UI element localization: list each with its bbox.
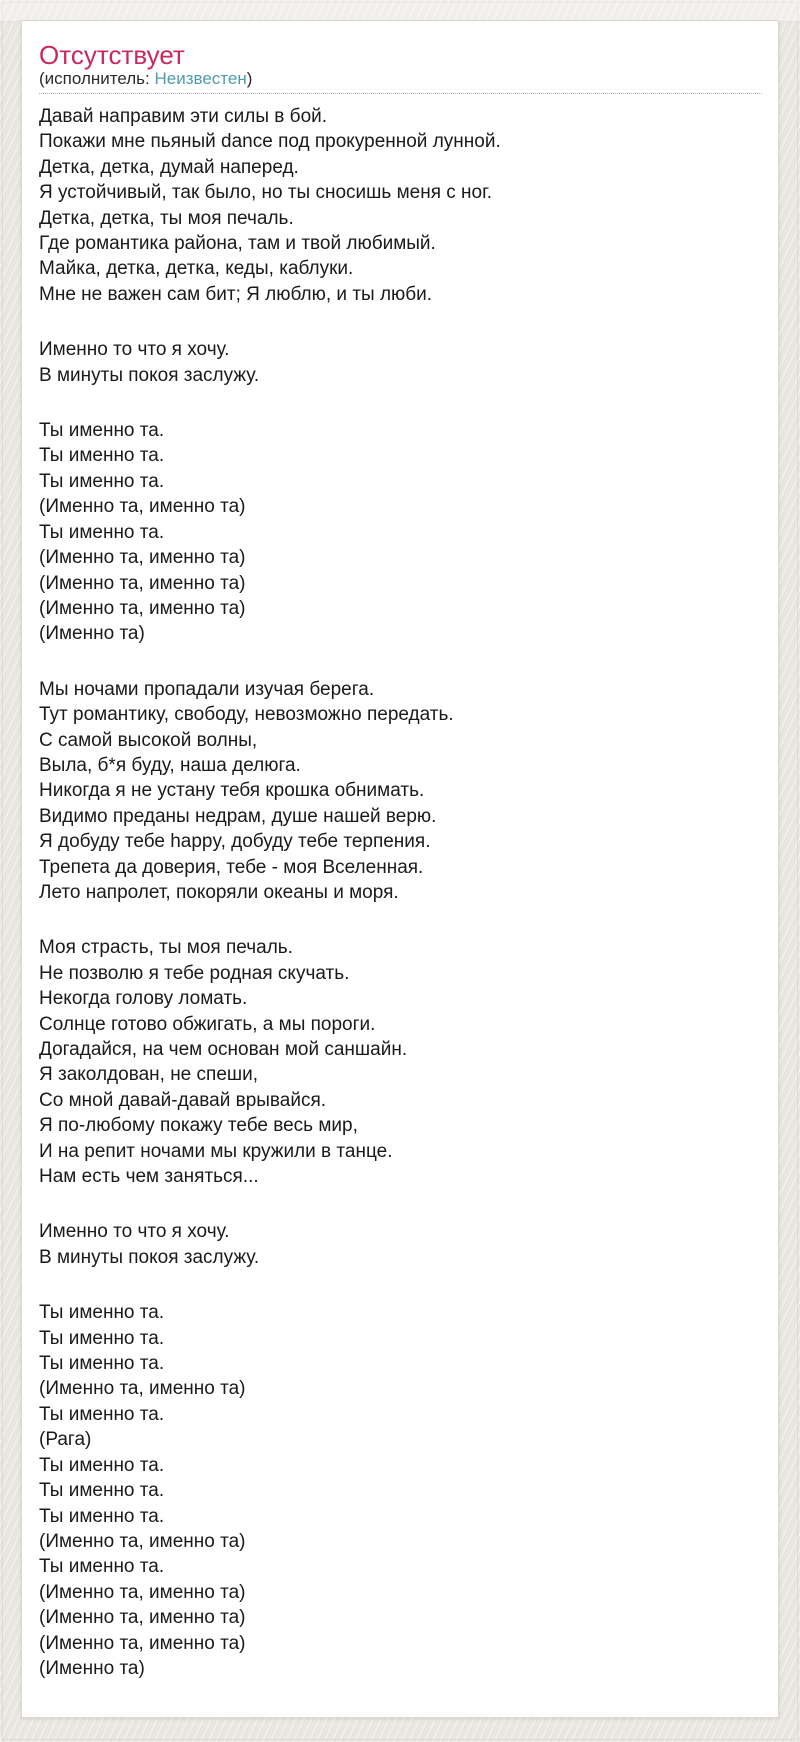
artist-label: (исполнитель: xyxy=(39,69,155,88)
lyric-line: Ты именно та. xyxy=(39,1556,165,1578)
lyric-line: Я добуду тебе happy, добуду тебе терпения. xyxy=(39,831,431,853)
lyric-line: Со мной давай-давай врывайся. xyxy=(39,1089,327,1111)
lyric-line: (Именно та, именно та) xyxy=(39,1581,246,1603)
artist-line xyxy=(39,69,762,88)
lyric-line: В минуты покоя заслужу. xyxy=(39,1246,260,1268)
lyric-line: Именно то что я хочу. xyxy=(39,1221,230,1243)
lyric-line: Майка, детка, детка, кеды, каблуки. xyxy=(39,258,354,280)
lyric-line: Я заколдован, не спеши, xyxy=(39,1064,259,1086)
stanza xyxy=(39,677,762,906)
lyric-line: Видимо преданы недрам, душе нашей верю. xyxy=(39,805,437,827)
lyric-line: Некогда голову ломать. xyxy=(39,988,248,1010)
lyric-line: С самой высокой волны, xyxy=(39,729,258,751)
lyric-line: Ты именно та. xyxy=(39,1505,165,1527)
lyric-line: Именно то что я хочу. xyxy=(39,339,230,361)
lyric-line: Где романтика района, там и твой любимый. xyxy=(39,233,436,255)
song-header xyxy=(39,41,762,94)
lyric-line: (Именно та, именно та) xyxy=(39,597,246,619)
lyric-line: (Именно та) xyxy=(39,1657,145,1679)
lyric-line: Ты именно та. xyxy=(39,1353,165,1375)
lyric-line: Ты именно та. xyxy=(39,1403,165,1425)
stanza xyxy=(39,935,762,1189)
lyric-line: Солнце готово обжигать, а мы пороги. xyxy=(39,1013,376,1035)
lyric-line: Ты именно та. xyxy=(39,1302,165,1324)
lyric-line: (Именно та, именно та) xyxy=(39,1632,246,1654)
lyric-line: Детка, детка, ты моя печаль. xyxy=(39,207,294,229)
lyric-line: Догадайся, на чем основан мой саншайн. xyxy=(39,1039,408,1060)
lyric-line: (Именно та) xyxy=(39,623,145,645)
lyric-line: Я устойчивый, так было, но ты сносишь меня с ног. xyxy=(39,182,492,204)
lyric-line: Давай направим эти силы в бой. xyxy=(39,106,328,127)
lyric-line: Ты именно та. xyxy=(39,445,165,467)
lyric-line: Тут романтику, свободу, невозможно передать. xyxy=(39,704,454,726)
page-top-band xyxy=(0,0,800,22)
lyric-line: (Именно та, именно та) xyxy=(39,1530,246,1552)
stanza xyxy=(39,337,762,388)
stanza xyxy=(39,104,762,307)
artist-suffix: ) xyxy=(246,69,253,88)
lyric-line: Ты именно та. xyxy=(39,1454,165,1476)
stanza xyxy=(39,1219,762,1270)
lyrics-card xyxy=(21,20,779,1718)
lyric-line: Я по-любому покажу тебе весь мир, xyxy=(39,1115,358,1137)
lyric-line: Нам есть чем заняться... xyxy=(39,1166,259,1188)
lyric-line: Мне не важен сам бит; Я люблю, и ты люби. xyxy=(39,283,433,305)
lyric-line: Ты именно та. xyxy=(39,470,165,492)
lyric-line: И на репит ночами мы кружили в танце. xyxy=(39,1140,393,1162)
stanza xyxy=(39,418,762,647)
artist-link[interactable]: Неизвестен xyxy=(154,69,247,88)
lyric-line: (Именно та, именно та) xyxy=(39,572,246,594)
lyric-line: Моя страсть, ты моя печаль. xyxy=(39,937,293,959)
lyric-line: (Рага) xyxy=(39,1429,92,1451)
lyric-line: (Именно та, именно та) xyxy=(39,1378,246,1400)
lyric-line: Выла, б*я буду, наша делюга. xyxy=(39,754,301,776)
lyric-line: Детка, детка, думай наперед. xyxy=(39,156,299,178)
lyrics-text xyxy=(39,104,762,1681)
lyric-line: Не позволю я тебе родная скучать. xyxy=(39,962,350,984)
lyric-line: Ты именно та. xyxy=(39,521,165,543)
lyric-line: (Именно та, именно та) xyxy=(39,496,246,518)
stanza xyxy=(39,1300,762,1681)
lyric-line: Ты именно та. xyxy=(39,1480,165,1502)
lyric-line: (Именно та, именно та) xyxy=(39,547,246,569)
lyric-line: (Именно та, именно та) xyxy=(39,1607,246,1629)
lyric-line: В минуты покоя заслужу. xyxy=(39,364,260,386)
song-title: Отсутствует xyxy=(39,40,185,70)
lyric-line: Лето напролет, покоряли океаны и моря. xyxy=(39,881,399,903)
lyric-line: Никогда я не устану тебя крошка обнимать. xyxy=(39,780,425,802)
lyric-line: Мы ночами пропадали изучая берега. xyxy=(39,678,375,700)
lyric-line: Покажи мне пьяный dance под прокуренной лунной. xyxy=(39,131,501,153)
lyric-line: Ты именно та. xyxy=(39,420,165,442)
lyric-line: Трепета да доверия, тебе - моя Вселенная. xyxy=(39,856,424,878)
lyric-line: Ты именно та. xyxy=(39,1327,165,1349)
